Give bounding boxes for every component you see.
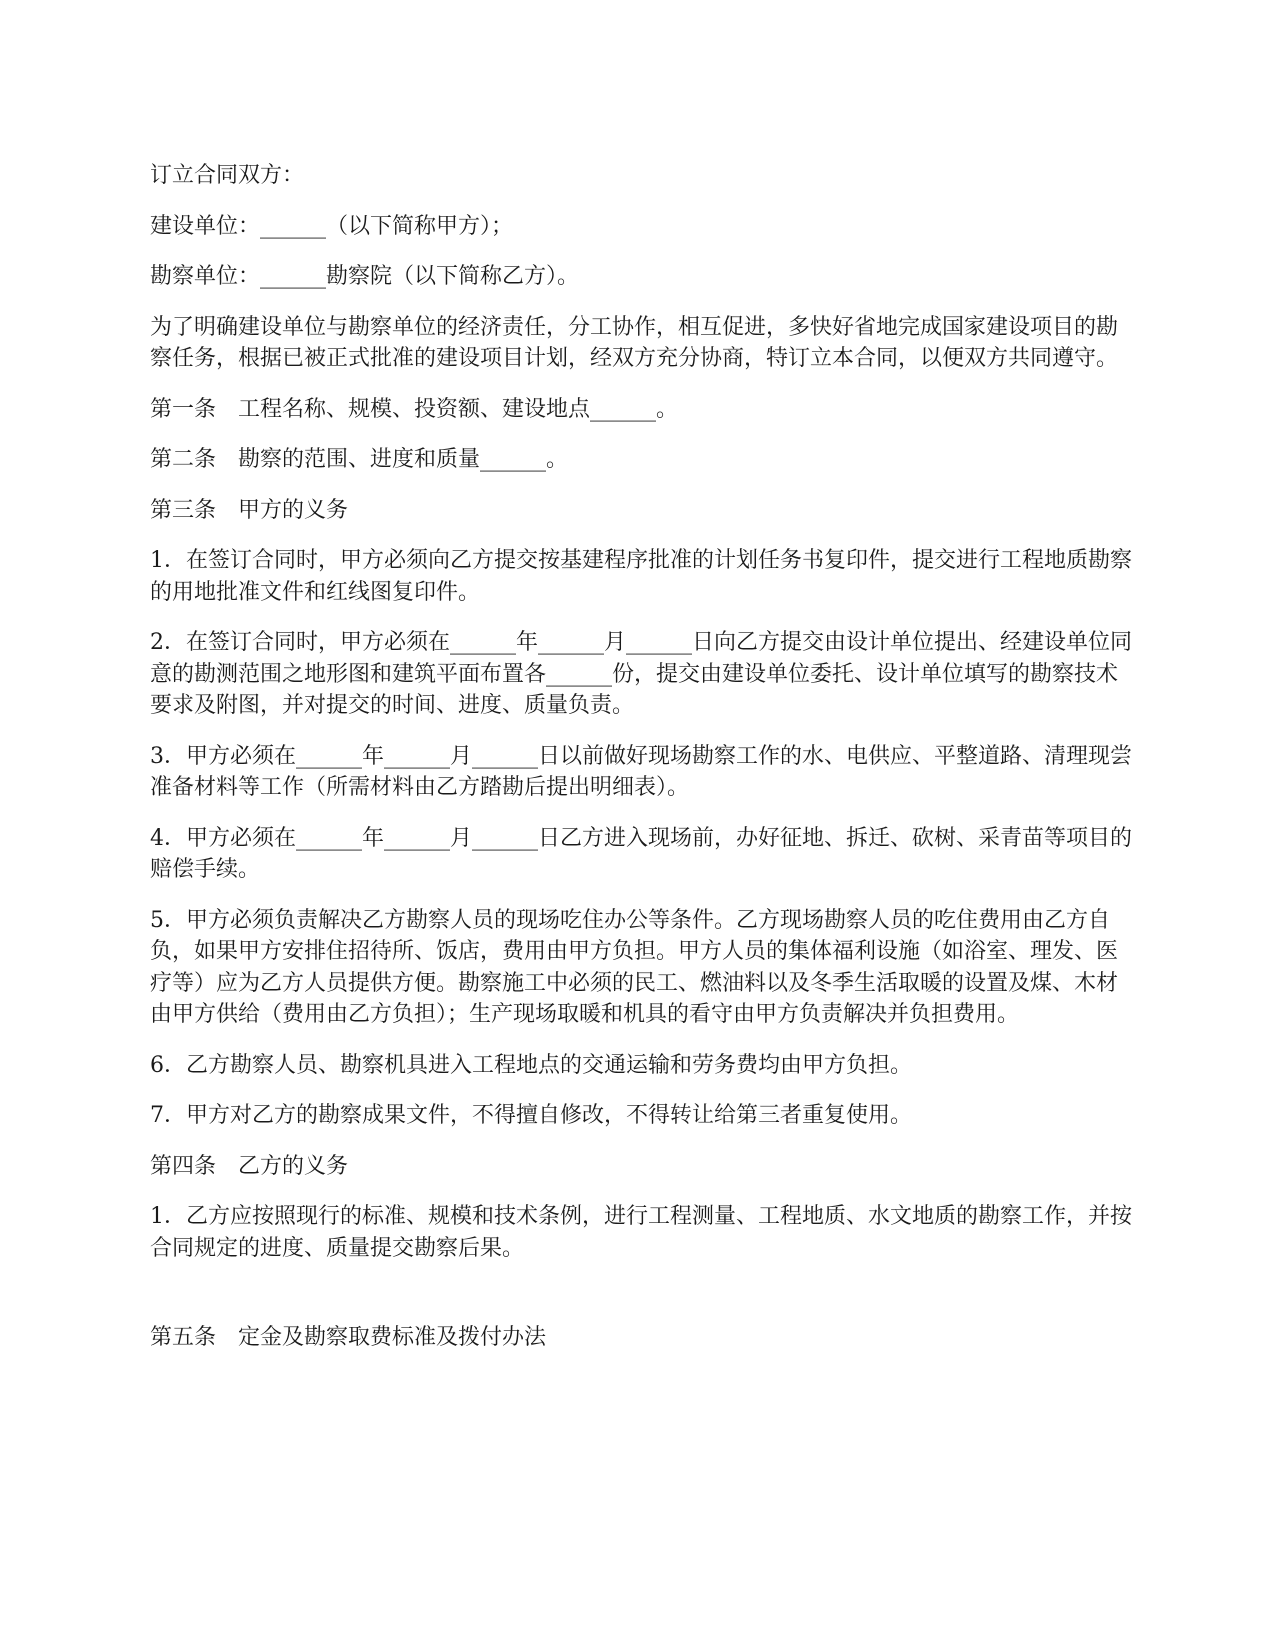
article-5-heading: 第五条 定金及勘察取费标准及拨付办法: [150, 1325, 547, 1350]
party-a-line: 建设单位：______（以下简称甲方）；: [150, 213, 514, 239]
article-4-heading: 第四条 乙方的义务: [150, 1153, 349, 1179]
article-3-item-4: 4．甲方必须在______年______月______日乙方进入现场前，办好征地、拆迁、砍树、采青苗等项目的赔偿手续。: [150, 825, 1132, 882]
parties-heading: 订立合同双方：: [150, 163, 305, 188]
preamble-paragraph: 为了明确建设单位与勘察单位的经济责任，分工协作，相互促进，多快好省地完成国家建设项目的勘察任务，根据已被正式批准的建设项目计划，经双方充分协商，特订立本合同，以便双方共同遵守。: [150, 314, 1119, 371]
article-3-item-3: 3．甲方必须在______年______月______日以前做好现场勘察工作的水、电供应、平整道路、清理现尝准备材料等工作（所需材料由乙方踏勘后提出明细表）。: [150, 743, 1132, 800]
article-1: 第一条 工程名称、规模、投资额、建设地点______。: [150, 396, 679, 422]
article-2: 第二条 勘察的范围、进度和质量______。: [150, 447, 569, 472]
article-3-item-1: 1．在签订合同时，甲方必须向乙方提交按基建程序批准的计划任务书复印件，提交进行工程地质勘察的用地批准文件和红线图复印件。: [150, 548, 1133, 605]
party-b-line: 勘察单位：______勘察院（以下简称乙方）。: [150, 264, 580, 289]
article-3-item-2: 2．在签订合同时，甲方必须在______年______月______日向乙方提交由设计单位提出、经建设单位同意的勘测范围之地形图和建筑平面布置各______份，提交由建设单位委托、设计单位填写的勘察技术要求及附图，并对提交的时间、进度、质量负责。: [150, 630, 1132, 718]
article-3-item-5: 5．甲方必须负责解决乙方勘察人员的现场吃住办公等条件。乙方现场勘察人员的吃住费用由乙方自负，如果甲方安排住招待所、饭店，费用由甲方负担。甲方人员的集体福利设施（如浴室、理发、医疗等）应为乙方人员提供方便。勘察施工中必须的民工、燃油料以及冬季生活取暖的设置及煤、木材由甲方供给（费用由乙方负担）；生产现场取暖和机具的看守由甲方负责解决并负担费用。: [150, 907, 1119, 1027]
article-3-item-7: 7．甲方对乙方的勘察成果文件，不得擅自修改，不得转让给第三者重复使用。: [150, 1103, 912, 1128]
contract-page: [150, 160, 1135, 1373]
article-3-heading: 第三条 甲方的义务: [150, 497, 349, 523]
article-3-item-6: 6．乙方勘察人员、勘察机具进入工程地点的交通运输和劳务费均由甲方负担。: [150, 1052, 912, 1078]
article-4-item-1: 1．乙方应按照现行的标准、规模和技术条例，进行工程测量、工程地质、水文地质的勘察工作，并按合同规定的进度、质量提交勘察后果。: [150, 1204, 1133, 1261]
